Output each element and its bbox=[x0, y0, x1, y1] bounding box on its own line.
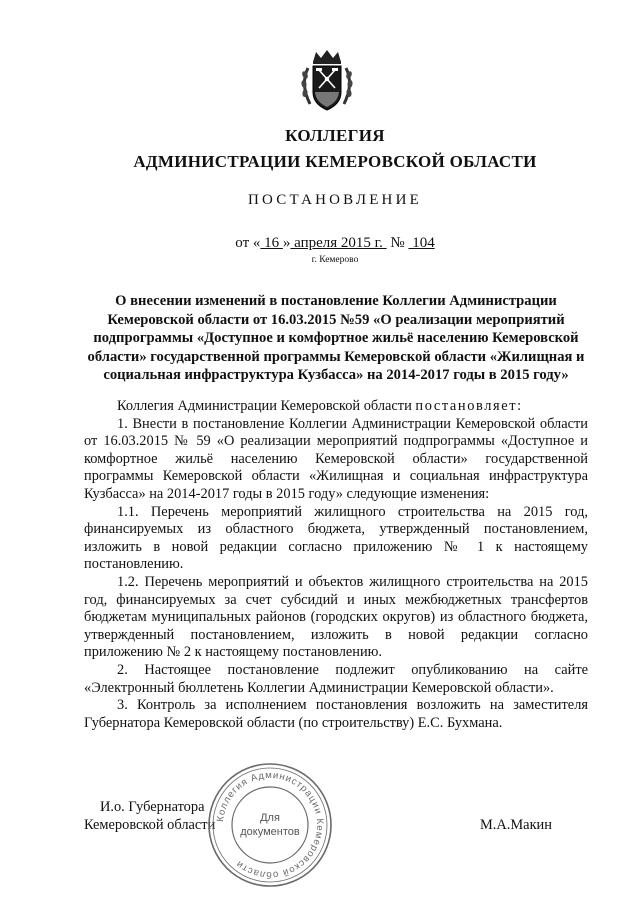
paragraph-2: 2. Настоящее постановление подлежит опубликованию на сайте «Электронный бюллетень Коллегии Администрации Кемеровской области». bbox=[84, 661, 588, 696]
city-label: г. Кемерово bbox=[311, 255, 359, 265]
intro-text: Коллегия Администрации Кемеровской области bbox=[117, 398, 416, 414]
paragraph-1-1: 1.1. Перечень мероприятий жилищного строительства на 2015 год, финансируемых из областного бюджета, утвержденный постановлением, изложить в новой редакции согласно приложению № 1 к настоящему постановлению. bbox=[84, 503, 588, 573]
coat-of-arms-emblem bbox=[296, 48, 358, 114]
signatory-position-line2: Кемеровской области bbox=[84, 816, 216, 833]
stamp-center-line2: документов bbox=[240, 826, 300, 838]
date-day: 16 bbox=[260, 235, 283, 251]
document-number: 104 bbox=[408, 235, 435, 251]
signatory-name: М.А.Макин bbox=[480, 817, 552, 833]
org-title-line2: АДМИНИСТРАЦИИ КЕМЕРОВСКОЙ ОБЛАСТИ bbox=[133, 152, 537, 171]
intro-paragraph bbox=[84, 398, 588, 416]
paragraph-3: 3. Контроль за исполнением постановления возложить на заместителя Губернатора Кемеровской области (по строительству) Е.С. Бухмана. bbox=[84, 697, 588, 731]
stamp-center-line1: Для bbox=[260, 812, 280, 824]
paragraph-1: 1. Внести в постановление Коллегии Администрации Кемеровской области от 16.03.2015 № 59 «О реализации мероприятий подпрограммы «Доступное и комфортное жильё населению Кемеровской области» государственной программы Кемеровской области «Жилищная и социальная инфраструктура Кузбасса» на 2014-2017 годы в 2015 году» следующие изменения: bbox=[84, 415, 588, 502]
document-title: О внесении изменений в постановление Коллегии Администрации Кемеровской области от 16.03.2015 №59 «О реализации мероприятий подпрограммы «Доступное и комфортное жильё населению Кемеровской области» государственной программы Кемеровской области «Жилищная и социальная инфраструктура Кузбасса» на 2014-2017 годы в 2015 году» bbox=[87, 293, 585, 384]
document-body bbox=[84, 398, 588, 732]
date-number-line bbox=[0, 235, 640, 252]
paragraph-1-2: 1.2. Перечень мероприятий и объектов жилищного строительства на 2015 год, финансируемых за счет субсидий и иных межбюджетных трансфертов бюджетам муниципальных районов (городских округов) из областного бюджета, утвержденный постановлением, изложить в новой редакции согласно приложению № 2 к настоящему постановлению. bbox=[84, 573, 588, 661]
document-type: ПОСТАНОВЛЕНИЕ bbox=[248, 192, 422, 208]
stamp-ring-text: Коллегия Администрации Кемеровской области bbox=[215, 769, 326, 881]
number-label: № bbox=[390, 235, 405, 251]
date-mid: » bbox=[282, 235, 291, 251]
official-stamp bbox=[206, 761, 334, 889]
signatory-position bbox=[84, 799, 215, 835]
date-prefix: от « bbox=[235, 235, 261, 251]
signatory-position-line1: И.о. Губернатора bbox=[100, 799, 205, 815]
date-month-year: апреля 2015 г. bbox=[290, 235, 387, 251]
org-title-line1: КОЛЛЕГИЯ bbox=[285, 126, 385, 145]
intro-verb: постановляет: bbox=[415, 398, 523, 414]
